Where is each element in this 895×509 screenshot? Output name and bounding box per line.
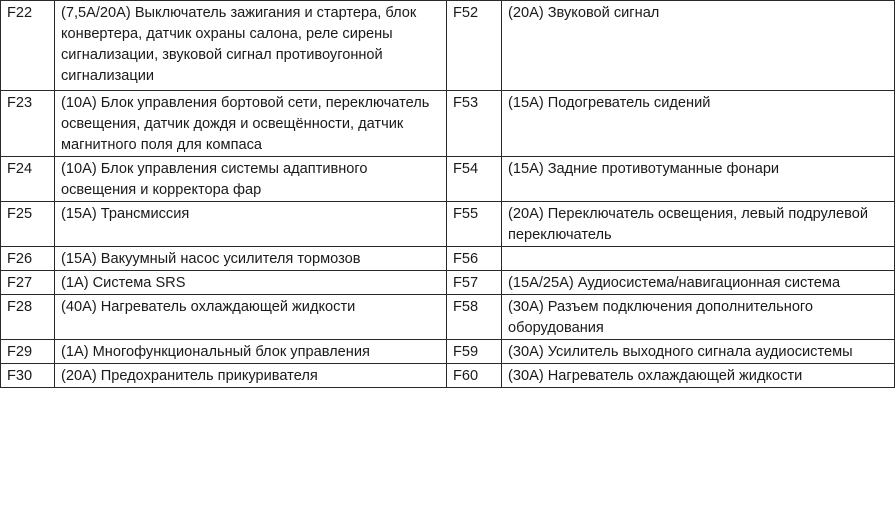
fuse-code: F59 — [447, 340, 502, 364]
fuse-code: F28 — [1, 295, 55, 340]
fuse-description: (30A) Разъем подключения дополнительного оборудования — [502, 295, 895, 340]
fuse-code: F56 — [447, 247, 502, 271]
table-row — [1, 364, 895, 388]
fuse-description: (1A) Система SRS — [55, 271, 447, 295]
fuse-description: (20A) Переключатель освещения, левый подрулевой переключатель — [502, 202, 895, 247]
fuse-code: F55 — [447, 202, 502, 247]
fuse-description: (15A/25A) Аудиосистема/навигационная система — [502, 271, 895, 295]
fuse-description: (20A) Звуковой сигнал — [502, 1, 895, 91]
fuse-description: (15A) Задние противотуманные фонари — [502, 157, 895, 202]
fuse-code: F54 — [447, 157, 502, 202]
fuse-code: F29 — [1, 340, 55, 364]
fuse-code: F30 — [1, 364, 55, 388]
fuse-description — [502, 247, 895, 271]
fuse-description: (30A) Усилитель выходного сигнала аудиосистемы — [502, 340, 895, 364]
fuse-description: (15A) Вакуумный насос усилителя тормозов — [55, 247, 447, 271]
fuse-description: (7,5A/20A) Выключатель зажигания и стартера, блок конвертера, датчик охраны салона, реле сирены сигнализации, звуковой сигнал противоугонной сигнализации — [55, 1, 447, 91]
table-row — [1, 295, 895, 340]
fuse-code: F27 — [1, 271, 55, 295]
fuse-description: (10A) Блок управления бортовой сети, переключатель освещения, датчик дождя и освещённости, датчик магнитного поля для компаса — [55, 91, 447, 157]
table-row — [1, 247, 895, 271]
fuse-code: F52 — [447, 1, 502, 91]
fuse-code: F25 — [1, 202, 55, 247]
table-row — [1, 1, 895, 91]
fuse-description: (20A) Предохранитель прикуривателя — [55, 364, 447, 388]
fuse-code: F53 — [447, 91, 502, 157]
fuse-code: F23 — [1, 91, 55, 157]
fuse-code: F24 — [1, 157, 55, 202]
fuse-description: (10A) Блок управления системы адаптивного освещения и корректора фар — [55, 157, 447, 202]
fuse-code: F60 — [447, 364, 502, 388]
fuse-description: (15A) Подогреватель сидений — [502, 91, 895, 157]
fuse-code: F22 — [1, 1, 55, 91]
table-row — [1, 157, 895, 202]
fuse-description: (15A) Трансмиссия — [55, 202, 447, 247]
table-row — [1, 271, 895, 295]
fuse-code: F58 — [447, 295, 502, 340]
fuse-code: F57 — [447, 271, 502, 295]
table-row — [1, 91, 895, 157]
table-row — [1, 340, 895, 364]
fuse-code: F26 — [1, 247, 55, 271]
fuse-description: (40A) Нагреватель охлаждающей жидкости — [55, 295, 447, 340]
fuse-description: (1A) Многофункциональный блок управления — [55, 340, 447, 364]
fuse-description: (30A) Нагреватель охлаждающей жидкости — [502, 364, 895, 388]
table-row — [1, 202, 895, 247]
